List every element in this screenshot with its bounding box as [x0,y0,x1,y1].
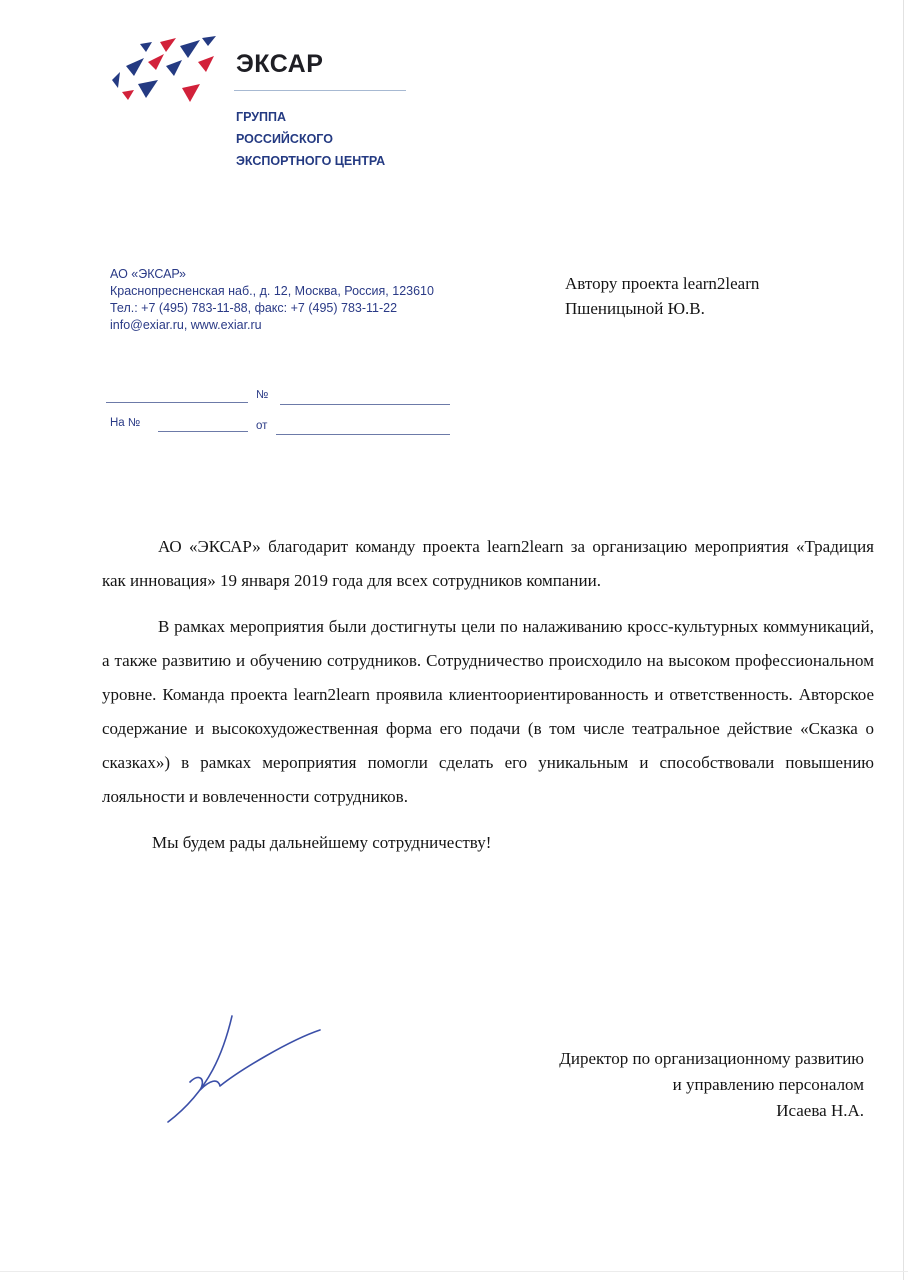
sender-company: АО «ЭКСАР» [110,267,187,281]
sender-web: info@exiar.ru, www.exiar.ru [110,318,262,332]
logo-group-line: РОССИЙСКОГО [236,132,333,146]
logo-group-caption [236,106,385,172]
body-paragraph: В рамках мероприятия были достигнуты цели по налаживанию кросс-культурных коммуникаций, а также развитию и обучению сотрудников. Сотрудничество происходило на высоком профессиональном уровне. Команда проекта learn2learn проявила клиентоориентированность и ответственность. Авторское содержание и высокохудожественная форма его подачи (в том числе театральное действие «Сказка о сказках») в рамках мероприятия помогли сделать его уникальным и способствовали повышению лояльности и вовлеченности сотрудников. [102,617,874,806]
logo-group-line: ГРУППА [236,110,287,124]
signatory-title: и управлению персоналом [672,1075,864,1094]
logo-name: ЭКСАР [236,50,324,78]
outgoing-date-line [106,402,248,403]
exiar-logo-mark-icon [104,36,222,110]
sender-address: Краснопресненская наб., д. 12, Москва, Россия, 123610 [110,284,434,298]
page-edge-right [903,0,904,1280]
addressee [565,271,759,321]
addressee-name: Пшеницыной Ю.В. [565,299,705,318]
logo-divider [234,90,406,91]
signatory-title: Директор по организационному развитию [559,1049,864,1068]
signatory-name: Исаева Н.А. [776,1101,864,1120]
page-edge-bottom [0,1271,908,1272]
reply-number-line [158,431,248,432]
date-label: от [256,420,268,432]
letter-body [102,530,874,872]
closing-line: Мы будем рады дальнейшему сотрудничеству! [152,833,492,852]
handwritten-signature [160,1010,330,1130]
outgoing-number-line [280,404,450,405]
number-label: № [256,389,269,401]
signatory-block [559,1046,864,1124]
body-paragraph: АО «ЭКСАР» благодарит команду проекта learn2learn за организацию мероприятия «Традиция как инновация» 19 января 2019 года для всех сотрудников компании. [102,537,874,590]
logo-group-line: ЭКСПОРТНОГО ЦЕНТРА [236,154,386,168]
sender-details [110,266,434,334]
sender-phone-fax: Тел.: +7 (495) 783-11-88, факс: +7 (495) 783-11-22 [110,301,398,315]
addressee-line: Автору проекта learn2learn [565,274,760,293]
reply-date-line [276,434,450,435]
reply-number-label: На № [110,417,141,429]
